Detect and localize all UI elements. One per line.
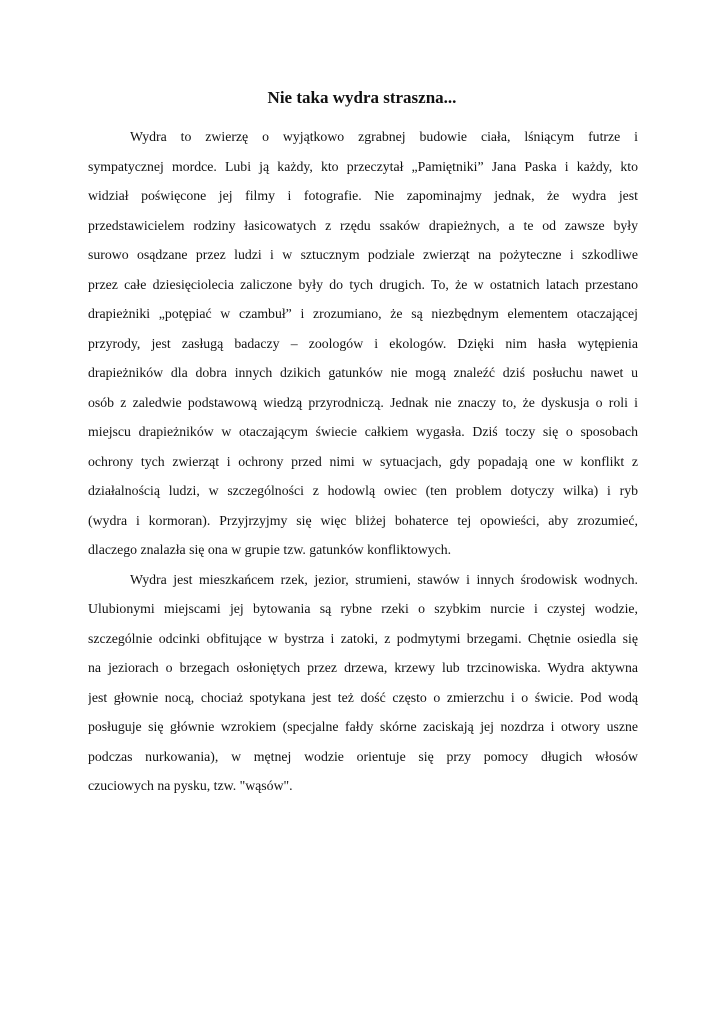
text-line: podczas nurkowania), w mętnej wodzie orientuje się przy pomocy długich włosów (88, 748, 638, 764)
text-line: czuciowych na pysku, tzw. "wąsów". (88, 778, 293, 793)
text-line: osób z zaledwie podstawową wiedzą przyrodniczą. Jednak nie znaczy to, że dyskusja o roli i (88, 394, 638, 410)
paragraph-1 (88, 122, 638, 565)
text-line: drapieżników dla dobra innych dzikich gatunków nie mogą znaleźć dziś posłuchu nawet u (88, 365, 638, 380)
text-line: miejscu drapieżników w otaczającym świecie całkiem wygasła. Dziś toczy się o sposobach (88, 424, 638, 439)
text-line: dlaczego znalazła się ona w grupie tzw. gatunków konfliktowych. (88, 542, 452, 557)
text-line: szczególnie odcinki obfitujące w bystrza i zatoki, z podmytymi brzegami. Chętnie osiedla się (88, 630, 638, 646)
text-line: na jeziorach o brzegach osłoniętych przez drzewa, krzewy lub trzcinowiska. Wydra aktywna (88, 660, 638, 675)
text-line: sympatycznej mordce. Lubi ją każdy, kto przeczytał „Pamiętniki” Jana Paska i każdy, kto (88, 158, 638, 174)
text-line: jest głownie nocą, chociaż spotykana jest też dość często o zmierzchu i o świcie. Pod wodą (88, 689, 638, 705)
text-line: Wydra jest mieszkańcem rzek, jezior, strumieni, stawów i innych środowisk wodnych. (130, 571, 638, 587)
text-line: widział poświęcone jej filmy i fotografie. Nie zapominajmy jednak, że wydra jest (88, 188, 638, 203)
text-line: Wydra to zwierzę o wyjątkowo zgrabnej budowie ciała, lśniącym futrze i (130, 129, 638, 144)
document-title: Nie taka wydra straszna... (267, 88, 457, 107)
text-line: posługuje się głównie wzrokiem (specjalne fałdy skórne zaciskają jej nozdrza i otwory uszne (88, 719, 638, 734)
text-line: ochrony tych zwierząt i ochrony przed nimi w sytuacjach, gdy popadają one w konflikt z (88, 453, 638, 469)
text-line: przez całe dziesięciolecia zaliczone były do tych drugich. To, że w ostatnich latach przestano (88, 276, 638, 292)
document-body (88, 122, 638, 801)
text-line: działalnością ludzi, w szczególności z hodowlą owiec (ten problem dotyczy wilka) i ryb (88, 483, 638, 498)
text-line: drapieżniki „potępiać w czambuł” i zrozumiano, że są niezbędnym elementem otaczającej (88, 306, 638, 321)
text-line: przyrody, jest zasługą badaczy – zoologów i ekologów. Dzięki nim hasła wytępienia (88, 335, 638, 351)
text-line: surowo osądzane przez ludzi i w sztucznym podziale zwierząt na pożyteczne i szkodliwe (88, 247, 638, 262)
text-line: (wydra i kormoran). Przyjrzyjmy się więc bliżej bohaterce tej opowieści, aby zrozumieć, (88, 512, 638, 528)
text-line: Ulubionymi miejscami jej bytowania są rybne rzeki o szybkim nurcie i czystej wodzie, (88, 601, 638, 616)
text-line: przedstawicielem rodziny łasicowatych z rzędu ssaków drapieżnych, a te od zawsze były (88, 217, 638, 233)
paragraph-2 (88, 565, 638, 801)
